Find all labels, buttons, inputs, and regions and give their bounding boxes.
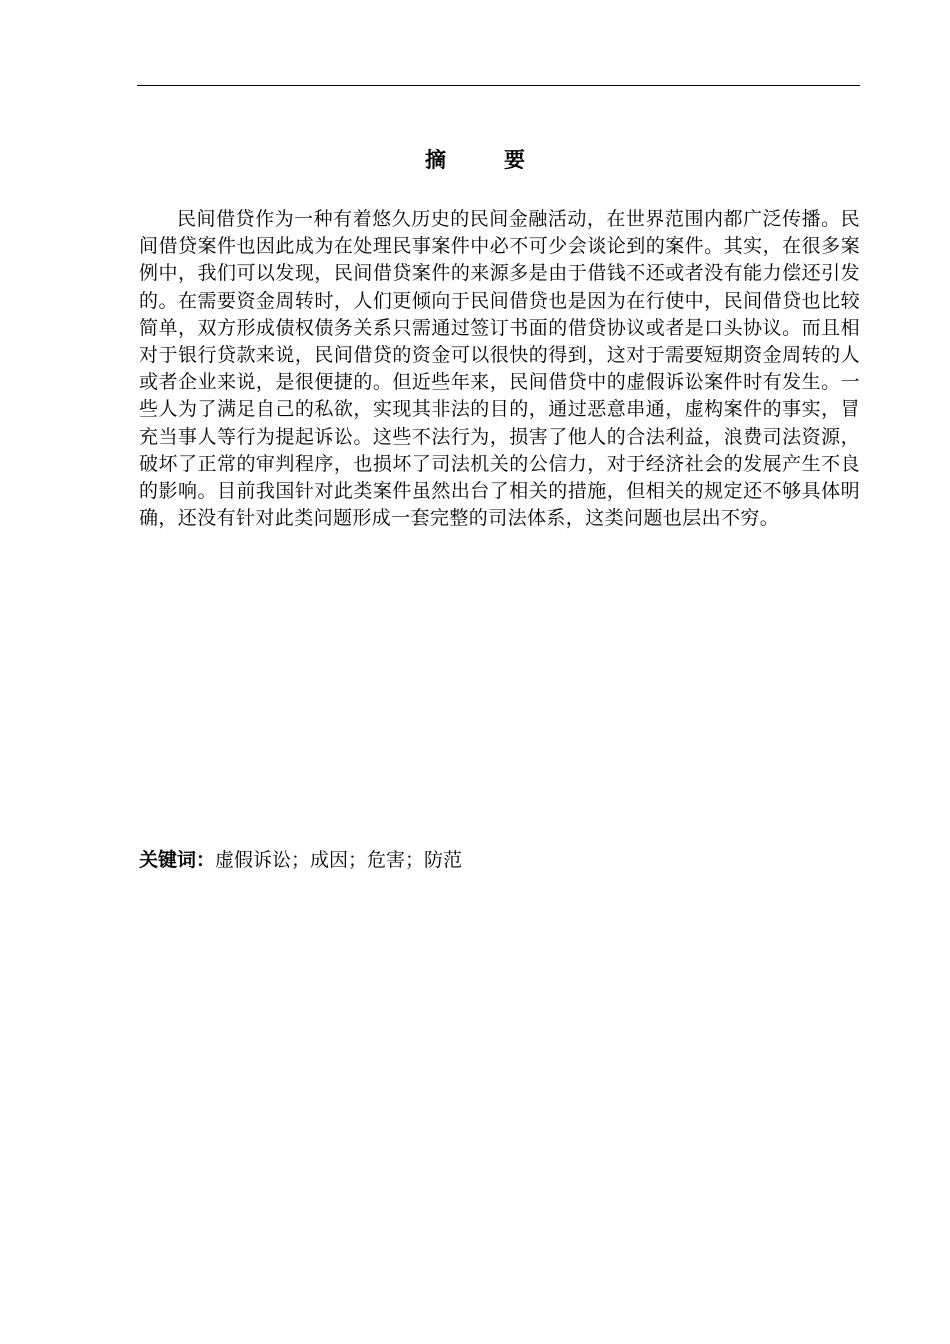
keywords-label: 关键词：: [139, 849, 216, 871]
keywords-value: 虚假诉讼；成因；危害；防范: [215, 849, 463, 871]
abstract-title-char-1: 摘: [425, 148, 446, 172]
abstract-body: 民间借贷作为一种有着悠久历史的民间金融活动，在世界范围内都广泛传播。民间借贷案件也因此成为在处理民事案件中必不可少会谈论到的案件。其实，在很多案例中，我们可以发现，民间借贷案件的来源多是由于借钱不还或者没有能力偿还引发的。在需要资金周转时，人们更倾向于民间借贷也是因为在行使中，民间借贷也比较简单，双方形成债权债务关系只需通过签订书面的借贷协议或者是口头协议。而且相对于银行贷款来说，民间借贷的资金可以很快的得到，这对于需要短期资金周转的人或者企业来说，是很便捷的。但近些年来，民间借贷中的虚假诉讼案件时有发生。一些人为了满足自己的私欲，实现其非法的目的，通过恶意串通，虚构案件的事实，冒充当事人等行为提起诉讼。这些不法行为，损害了他人的合法利益，浪费司法资源，破坏了正常的审判程序，也损坏了司法机关的公信力，对于经济社会的发展产生不良的影响。目前我国针对此类案件虽然出台了相关的措施，但相关的规定还不够具体明确，还没有针对此类问题形成一套完整的司法体系，这类问题也层出不穷。: [139, 208, 860, 530]
abstract-title-char-2: 要: [504, 148, 525, 172]
keywords-line: [139, 846, 860, 874]
header-rule: [137, 85, 860, 86]
abstract-title: [0, 146, 950, 174]
